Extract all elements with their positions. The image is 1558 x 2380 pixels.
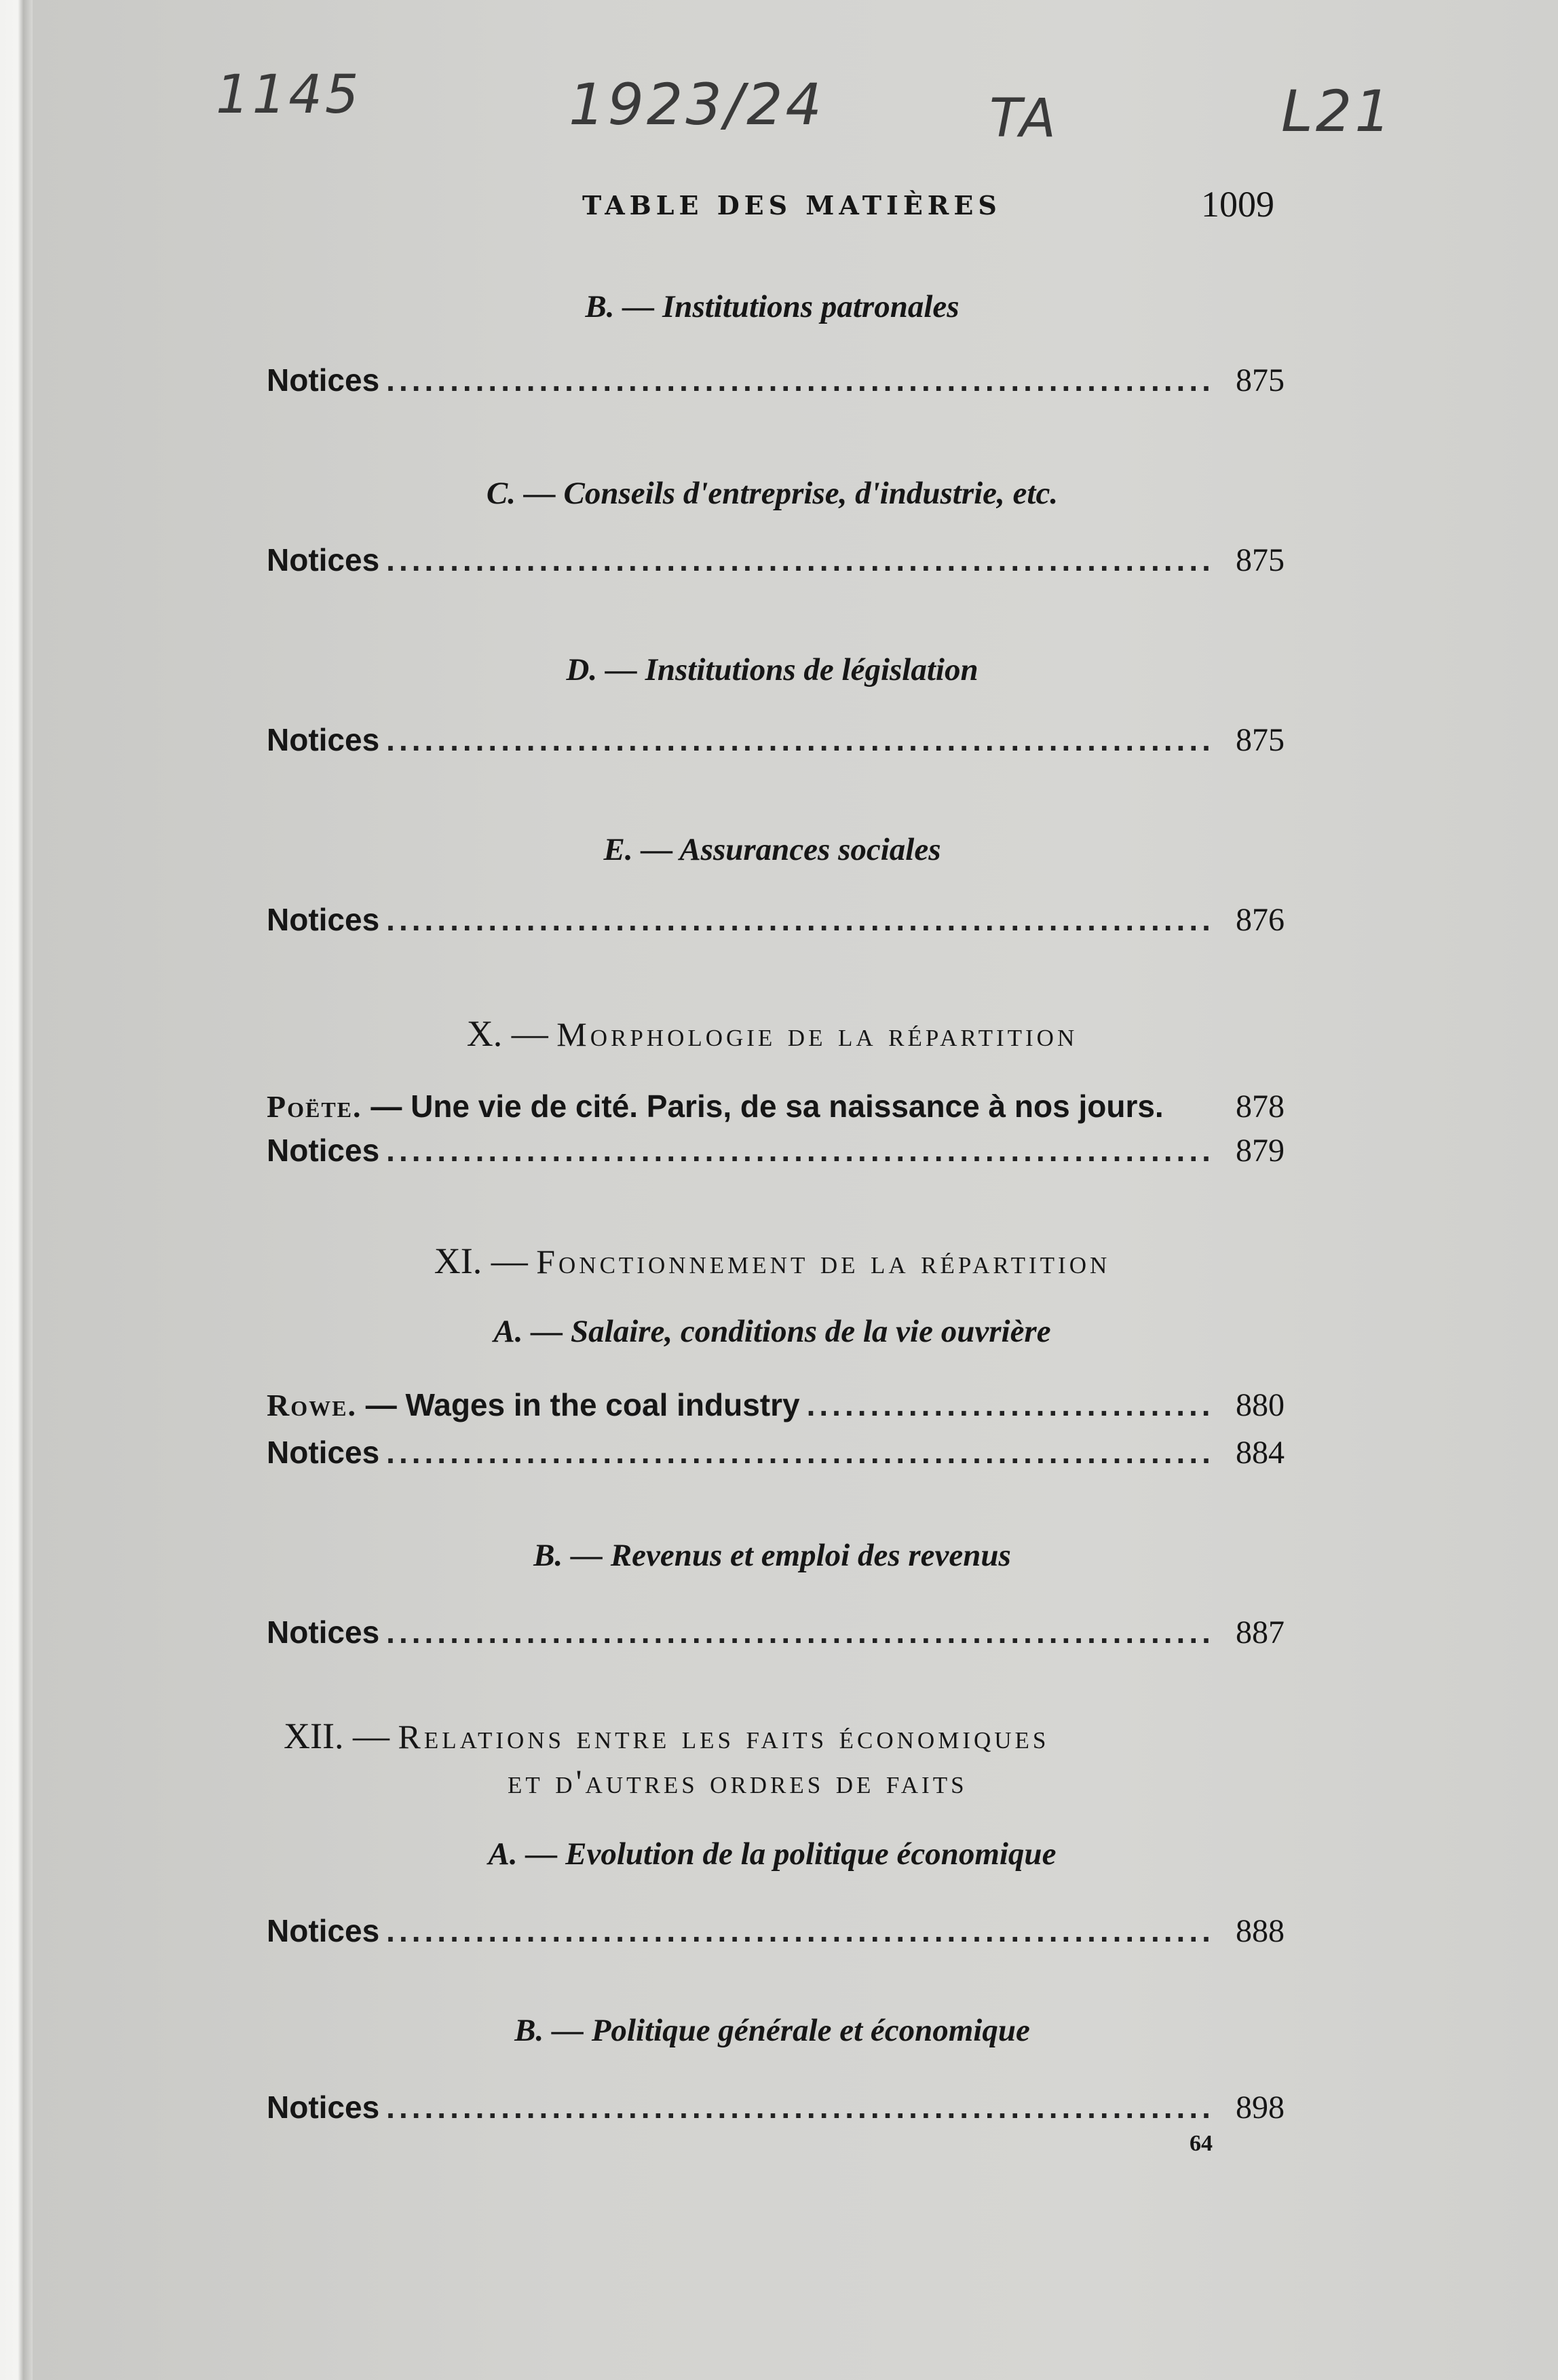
notices-label: Notices — [267, 1435, 380, 1470]
notices-label: Notices — [267, 1913, 380, 1948]
entry-title: — Une vie de cité. Paris, de sa naissance à nos jours. — [370, 1089, 1164, 1124]
page-ref: 875 — [1236, 362, 1285, 398]
page-ref: 876 — [1236, 902, 1285, 938]
chapter-heading-xi: XI. — Fonctionnement de la répartition — [434, 1241, 1111, 1281]
section-heading-b-patronales: B. — Institutions patronales — [585, 289, 960, 324]
entry-label — [267, 1384, 800, 1426]
entry-title: — Wages in the coal industry — [365, 1387, 800, 1422]
leader-dots — [386, 1432, 1210, 1473]
section-heading-xii-b: B. — Politique générale et économique — [514, 2013, 1030, 2048]
page-ref: 898 — [1236, 2090, 1285, 2126]
page-number: 1009 — [1201, 184, 1274, 225]
handwritten-note-right-b: L21 — [1281, 78, 1394, 145]
chapter-heading-xii-line2: et d'autres ordres de faits — [508, 1762, 968, 1800]
section-heading-xii-a: A. — Evolution de la politique économique — [488, 1836, 1057, 1872]
page-ref: 879 — [1236, 1133, 1285, 1169]
leader-dots — [386, 1612, 1210, 1652]
toc-row-b-notices[interactable] — [267, 360, 1285, 401]
toc-row-xii-b-notices[interactable] — [267, 2087, 1285, 2128]
toc-row-xi-a-notices[interactable] — [267, 1432, 1285, 1473]
notices-label: Notices — [267, 1614, 380, 1650]
author-name: Rowe. — [267, 1388, 357, 1422]
handwritten-note-right-a: TA — [989, 88, 1059, 149]
leader-dots — [386, 1130, 1210, 1171]
author-name: Poëte. — [267, 1089, 362, 1124]
signature-mark: 64 — [1190, 2131, 1213, 2156]
section-heading-xi-b: B. — Revenus et emploi des revenus — [533, 1538, 1011, 1573]
toc-row-xii-a-notices[interactable] — [267, 1910, 1285, 1952]
leader-dots — [386, 899, 1210, 940]
section-heading-e-assurances: E. — Assurances sociales — [603, 832, 941, 867]
chapter-heading-x: X. — Morphologie de la répartition — [466, 1013, 1078, 1054]
toc-row-x-notices[interactable] — [267, 1130, 1285, 1171]
entry-label — [267, 1086, 1164, 1127]
leader-dots — [386, 360, 1210, 400]
toc-row-e-notices[interactable] — [267, 899, 1285, 941]
leader-dots — [386, 719, 1210, 760]
notices-label: Notices — [267, 722, 380, 757]
notices-label: Notices — [267, 1133, 380, 1168]
book-binding — [0, 0, 33, 2380]
running-title: TABLE DES MATIÈRES — [582, 190, 1002, 221]
notices-label: Notices — [267, 2090, 380, 2125]
toc-row-rowe[interactable] — [267, 1384, 1285, 1426]
section-heading-c-conseils: C. — Conseils d'entreprise, d'industrie, etc. — [486, 476, 1059, 511]
book-page — [33, 0, 1558, 2380]
leader-dots — [386, 1910, 1210, 1951]
leader-dots — [386, 540, 1210, 580]
toc-row-xi-b-notices[interactable] — [267, 1612, 1285, 1653]
leader-dots — [807, 1384, 1210, 1425]
toc-row-c-notices[interactable] — [267, 540, 1285, 581]
notices-label: Notices — [267, 362, 380, 398]
toc-row-d-notices[interactable] — [267, 719, 1285, 761]
section-heading-d-legislation: D. — Institutions de législation — [566, 652, 978, 687]
notices-label: Notices — [267, 902, 380, 937]
notices-label: Notices — [267, 542, 380, 578]
page-ref: 887 — [1236, 1614, 1285, 1650]
page-ref: 884 — [1236, 1435, 1285, 1471]
page-ref: 875 — [1236, 722, 1285, 758]
page-ref: 880 — [1236, 1387, 1285, 1423]
page-ref: 888 — [1236, 1913, 1285, 1949]
page-ref: 878 — [1236, 1089, 1285, 1125]
section-heading-xi-a: A. — Salaire, conditions de la vie ouvrière — [493, 1314, 1051, 1349]
chapter-heading-xii-line1: XII. — Relations entre les faits économiques — [284, 1716, 1050, 1756]
leader-dots — [386, 2087, 1210, 2128]
chapter-heading-xii — [284, 1714, 1302, 1804]
toc-row-poete[interactable] — [267, 1086, 1285, 1127]
page-ref: 875 — [1236, 542, 1285, 578]
handwritten-note-center: 1923/24 — [569, 71, 824, 138]
handwritten-note-left: 1145 — [216, 64, 362, 126]
